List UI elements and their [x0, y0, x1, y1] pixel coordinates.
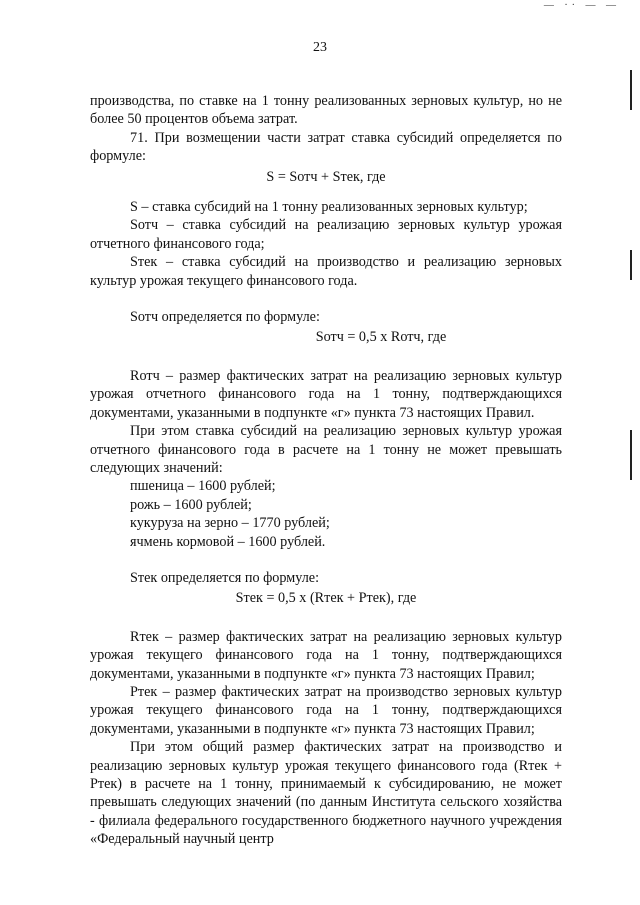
definition: Sотч – ставка субсидий на реализацию зерновых культур урожая отчетного финансового года; [90, 217, 562, 252]
paragraph: 71. При возмещении части затрат ставка субсидий определяется по формуле: [90, 129, 562, 165]
definition: Rтек – размер фактических затрат на реализацию зерновых культур урожая текущего финансового года на 1 тонну, подтверждающихся документами, указанными в подпункте «г» пункта 73 настоящих Правил; [90, 628, 562, 682]
definition: Sтек – ставка субсидий на производство и реализацию зерновых культур урожая текущего финансового года. [90, 254, 562, 289]
list-item: пшеница – 1600 рублей; [130, 478, 276, 495]
list-item: рожь – 1600 рублей; [130, 496, 252, 513]
paragraph: Sтек определяется по формуле: [130, 569, 320, 586]
formula: S = Sотч + Sтек, где [266, 168, 386, 185]
scan-edge-mark [630, 70, 632, 110]
definition: S – ставка субсидий на 1 тонну реализованных зерновых культур; [130, 199, 528, 216]
list-item: кукуруза на зерно – 1770 рублей; [130, 515, 330, 532]
definition: Rотч – размер фактических затрат на реализацию зерновых культур урожая отчетного финансового года на 1 тонну, подтверждающихся документами, указанными в подпункте «г» пункта 73 настоящих Правил. [90, 367, 562, 421]
paragraph: При этом ставка субсидий на реализацию зерновых культур урожая отчетного финансового года в расчете на 1 тонну не может превышать следующих значений: [90, 423, 562, 476]
definition: Pтек – размер фактических затрат на производство зерновых культур урожая текущего финансового года на 1 тонну, подтверждающихся документами, указанными в подпункте «г» пункта 73 настоящих Правил; [90, 683, 562, 737]
paragraph: Sотч определяется по формуле: [130, 309, 320, 326]
paragraph: При этом общий размер фактических затрат на производство и реализацию зерновых культур урожая текущего финансового года (Rтек + Pтек) в расчете на 1 тонну, принимаемый к субсидированию, не может превышать следующих значений (по данным Института сельского хозяйства - филиала федерального государственного бюджетного научного учреждения «Федеральный научный центр [90, 739, 562, 848]
scan-edge-mark [630, 430, 632, 480]
paragraph: производства, по ставке на 1 тонну реализованных зерновых культур, но не более 50 процентов объема затрат. [90, 93, 562, 128]
document-body [90, 92, 562, 849]
formula: Sотч = 0,5 х Rотч, где [315, 329, 447, 346]
page-number: 23 [313, 40, 327, 55]
list-item: ячмень кормовой – 1600 рублей. [130, 533, 326, 550]
top-scan-marks: — ·· — — [543, 0, 620, 11]
scan-edge-mark [630, 250, 632, 280]
formula: Sтек = 0,5 х (Rтек + Pтек), где [235, 590, 417, 607]
